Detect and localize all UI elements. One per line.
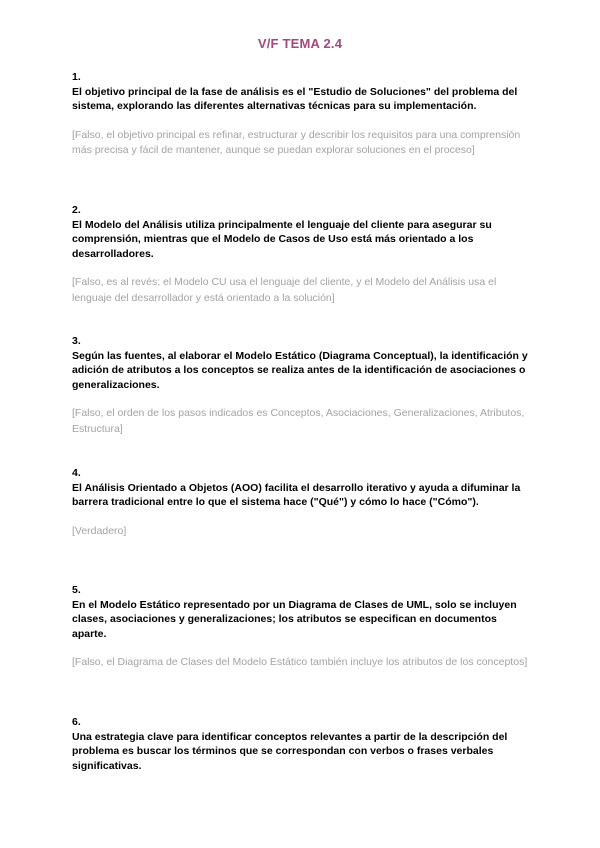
question-number: 5. (72, 584, 81, 596)
question-2 (72, 203, 532, 307)
question-answer: [Falso, el Diagrama de Clases del Modelo Estático también incluye los atributos de los conceptos] (72, 656, 528, 669)
question-statement: El Modelo del Análisis utiliza principalmente el lenguaje del cliente para asegurar su comprensión, mientras que el Modelo de Casos de Uso está más orientado a los desarrolladores. (72, 218, 492, 260)
question-statement: El Análisis Orientado a Objetos (AOO) facilita el desarrollo iterativo y ayuda a difuminar la barrera tradicional entre lo que el sistema hace ("Qué") y cómo lo hace ("Cómo"). (72, 481, 521, 509)
question-answer: [Falso, el orden de los pasos indicados es Conceptos, Asociaciones, Generalizaciones, Atributos, Estructura] (72, 407, 525, 435)
question-statement: En el Modelo Estático representado por un Diagrama de Clases de UML, solo se incluyen clases, asociaciones y generalizaciones; los atributos se especifican en documentos aparte. (72, 598, 517, 640)
question-1 (72, 70, 532, 159)
question-number: 1. (72, 71, 81, 83)
question-3 (72, 334, 532, 438)
question-number: 6. (72, 716, 81, 728)
question-answer: [Falso, es al revés; el Modelo CU usa el lenguaje del cliente, y el Modelo del Análisis usa el lenguaje del desarrollador y está orientado a la solución] (72, 276, 497, 304)
question-number: 2. (72, 204, 81, 216)
question-4 (72, 466, 532, 539)
question-statement: El objetivo principal de la fase de análisis es el "Estudio de Soluciones" del problema del sistema, explorando las diferentes alternativas técnicas para su implementación. (72, 85, 518, 113)
document-title: V/F TEMA 2.4 (257, 36, 343, 51)
question-5 (72, 583, 532, 671)
question-statement: Según las fuentes, al elaborar el Modelo Estático (Diagrama Conceptual), la identificación y adición de atributos a los conceptos se realiza antes de la identificación de asociaciones o generalizaciones. (72, 349, 528, 391)
question-6 (72, 715, 532, 773)
question-statement: Una estrategia clave para identificar conceptos relevantes a partir de la descripción del problema es buscar los términos que se correspondan con verbos o frases verbales significativas. (72, 730, 508, 772)
question-answer: [Verdadero] (72, 524, 127, 537)
question-number: 3. (72, 335, 81, 347)
question-answer: [Falso, el objetivo principal es refinar, estructurar y describir los requisitos para una comprensión más precisa y fácil de mantener, aunque se puedan explorar soluciones en el proceso] (72, 128, 521, 157)
question-number: 4. (72, 467, 81, 479)
